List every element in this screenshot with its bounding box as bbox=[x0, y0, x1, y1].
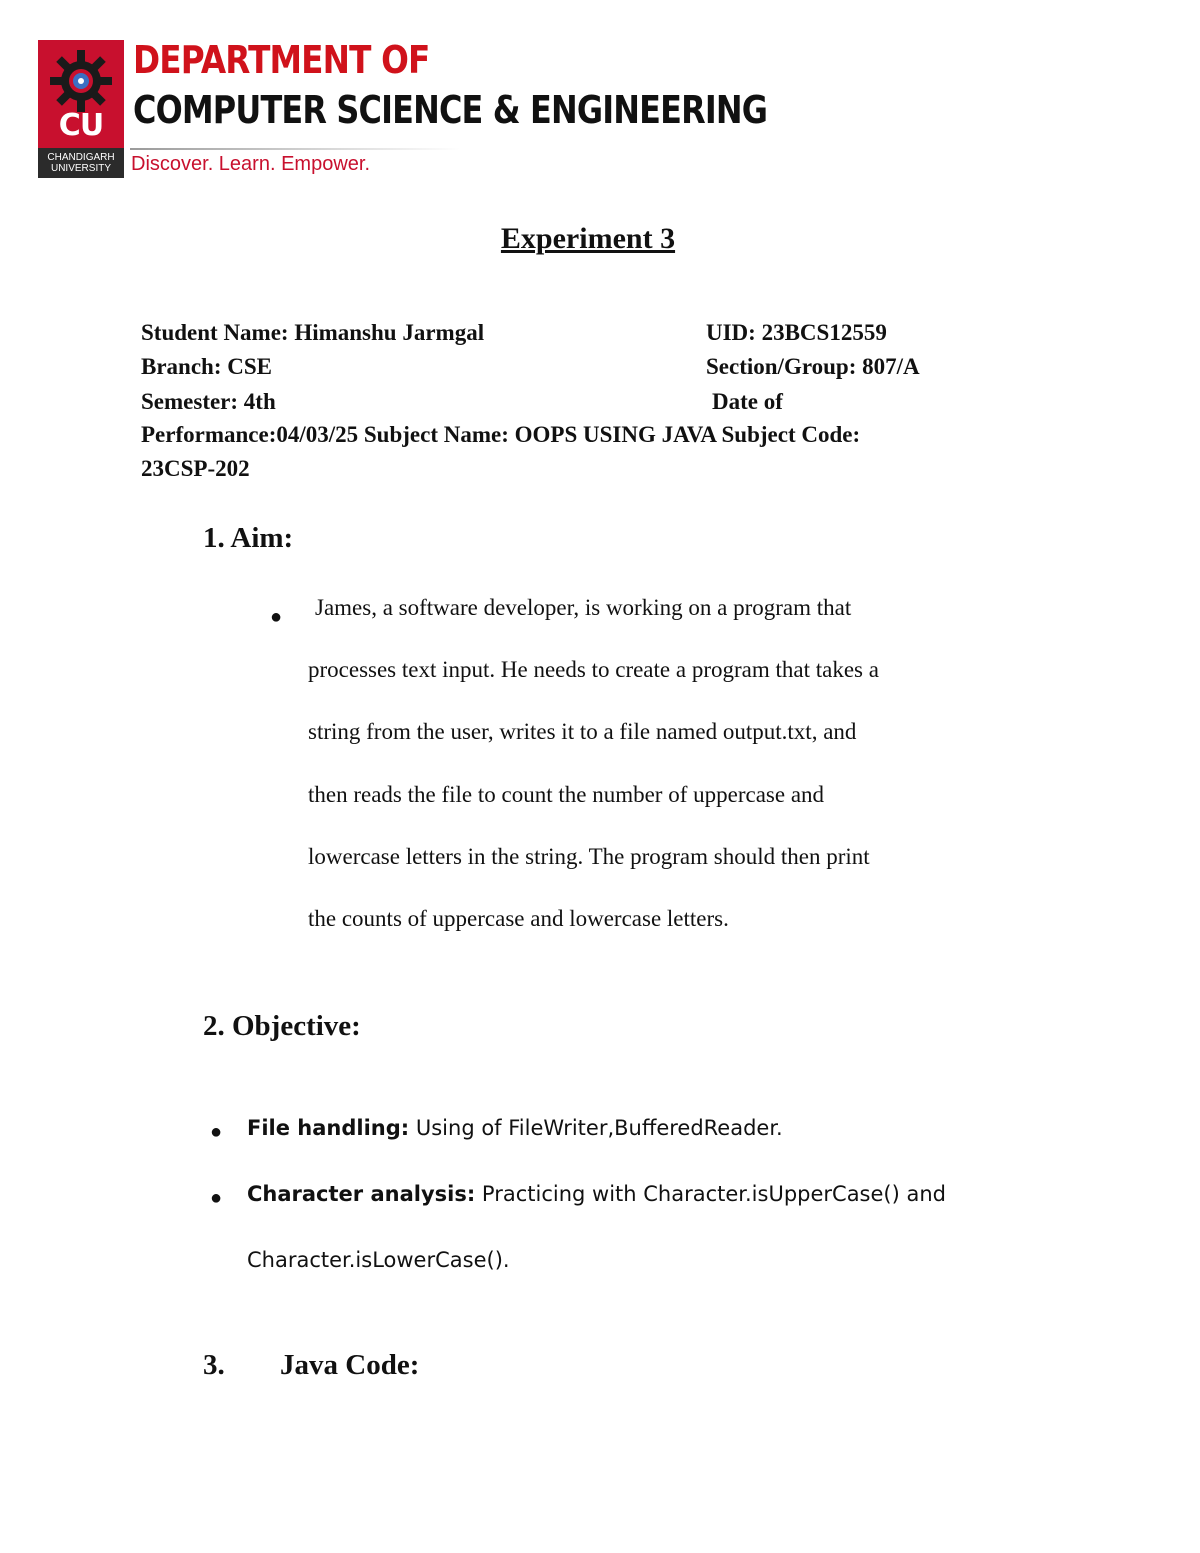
objective-item-character-analysis bbox=[247, 1182, 946, 1206]
java-code-heading: Java Code: bbox=[280, 1349, 420, 1381]
objective-item-text: Practicing with Character.isUpperCase() and bbox=[475, 1182, 946, 1206]
aim-line: string from the user, writes it to a file named output.txt, and bbox=[308, 719, 857, 744]
objective-item-label: Character analysis: bbox=[247, 1182, 476, 1206]
aim-line: processes text input. He needs to create a program that takes a bbox=[308, 657, 879, 682]
objective-item-continuation: Character.isLowerCase(). bbox=[247, 1248, 510, 1272]
date-of-label: Date of bbox=[712, 389, 783, 414]
gear-emblem-icon bbox=[46, 46, 116, 116]
branch: Branch: CSE bbox=[141, 354, 272, 379]
bullet-icon: ● bbox=[270, 606, 283, 628]
bullet-icon: ● bbox=[210, 1187, 223, 1209]
subject-code: 23CSP-202 bbox=[141, 456, 250, 481]
aim-line: the counts of uppercase and lowercase letters. bbox=[308, 906, 729, 931]
section-group: Section/Group: 807/A bbox=[706, 354, 920, 379]
objective-heading: 2. Objective: bbox=[203, 1010, 361, 1042]
logo-university-name: CHANDIGARH UNIVERSITY bbox=[38, 148, 124, 178]
tagline: Discover. Learn. Empower. bbox=[131, 153, 370, 175]
aim-heading: 1. Aim: bbox=[203, 522, 294, 554]
aim-line: lowercase letters in the string. The program should then print bbox=[308, 844, 870, 869]
aim-line: then reads the file to count the number of uppercase and bbox=[308, 782, 825, 807]
student-name: Student Name: Himanshu Jarmgal bbox=[141, 320, 485, 345]
department-title-line1: DEPARTMENT OF bbox=[133, 38, 430, 82]
aim-line: James, a software developer, is working on a program that bbox=[315, 595, 852, 620]
department-title-line2: COMPUTER SCIENCE & ENGINEERING bbox=[133, 88, 768, 132]
logo-cu-text: CU bbox=[58, 108, 104, 143]
objective-item-file-handling bbox=[247, 1116, 783, 1140]
bullet-icon: ● bbox=[210, 1121, 223, 1143]
objective-item-text: Using of FileWriter,BufferedReader. bbox=[409, 1116, 783, 1140]
uid: UID: 23BCS12559 bbox=[706, 320, 887, 345]
performance-subject-line: Performance:04/03/25 Subject Name: OOPS USING JAVA Subject Code: bbox=[141, 422, 861, 447]
experiment-title: Experiment 3 bbox=[500, 222, 676, 255]
tagline-divider bbox=[130, 148, 460, 150]
semester: Semester: 4th bbox=[141, 389, 276, 414]
university-logo bbox=[38, 40, 124, 178]
objective-item-label: File handling: bbox=[247, 1116, 410, 1140]
java-code-number: 3. bbox=[203, 1349, 225, 1381]
